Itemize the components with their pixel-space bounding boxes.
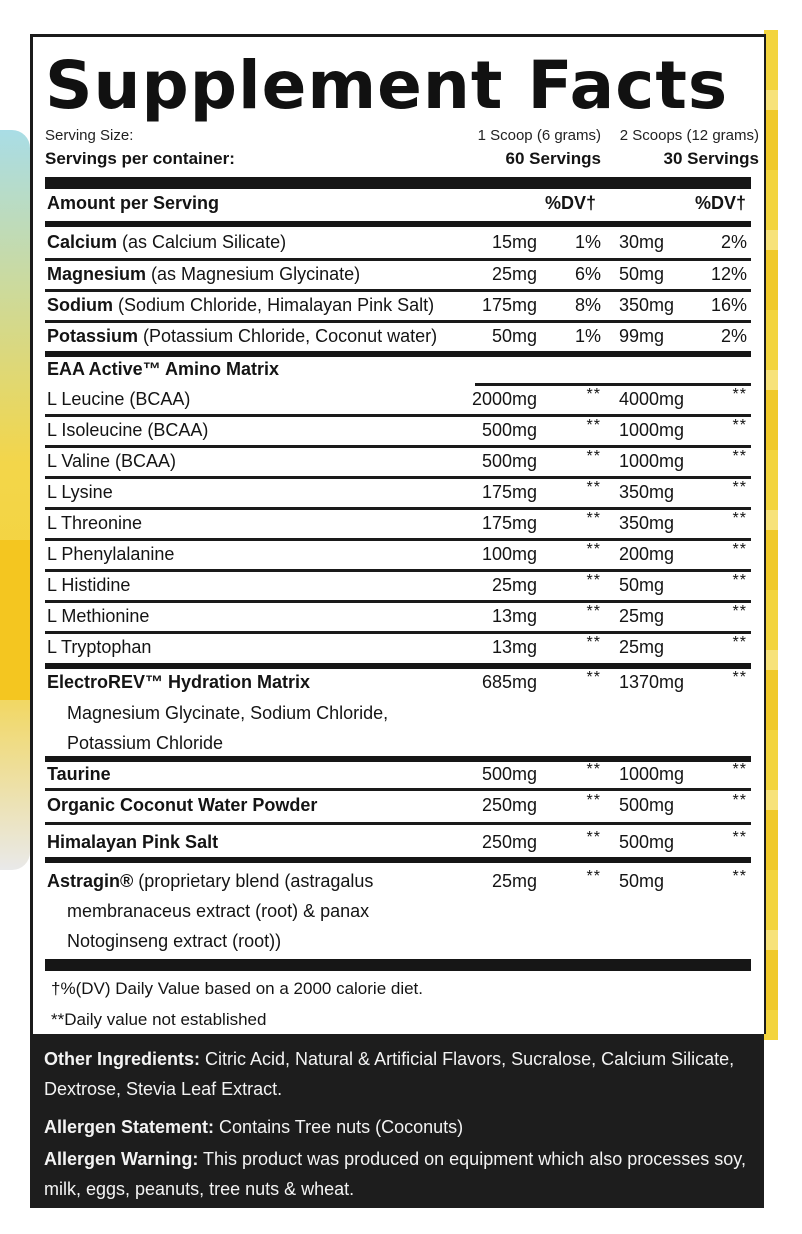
dv-col1: ** [586,634,601,651]
dv-header-col1: %DV† [545,193,597,213]
allergen-warning-text: This product was produced on equipment which also processes soy, milk, eggs, peanuts, tree nuts & wheat. [44,1149,746,1199]
amount-col1: 500mg [481,420,537,440]
dv-col2: ** [732,792,747,809]
footnote-not-established: **Daily value not established [51,1010,267,1029]
amount-col2: 50mg [619,871,665,891]
servings-col1: 60 Servings [505,149,601,168]
dv-col1: 1% [574,326,601,346]
dv-col2: 2% [720,326,747,346]
dv-col1: ** [586,479,601,496]
dv-col1: ** [586,669,601,686]
astragin-detail-line2: Notoginseng extract (root)) [67,931,282,951]
amount-col1: 685mg [481,672,537,692]
amount-col2: 1000mg [619,764,685,784]
dv-col2: ** [732,761,747,778]
dv-col2: ** [732,572,747,589]
amount-col2: 1000mg [619,420,685,440]
allergen-statement [44,1112,754,1142]
ingredients-allergen-panel [30,1034,764,1208]
other-ingredients [44,1044,754,1104]
dv-col2: 2% [720,232,747,252]
amount-col1: 13mg [491,637,537,657]
amount-col2: 500mg [619,795,675,815]
amount-col2: 50mg [619,264,665,284]
divider-thick [45,177,751,189]
divider-mid [45,857,751,863]
ingredient-row-astragin [45,866,751,897]
blend-name: ElectroREV™ Hydration Matrix [47,672,311,692]
dv-col1: ** [586,603,601,620]
dv-col1: ** [586,572,601,589]
amino-name: L Lysine [47,482,113,502]
dv-col2: ** [732,868,747,885]
amount-col2: 350mg [619,513,675,533]
electrorev-row [45,667,751,698]
amount-col1: 13mg [491,606,537,626]
amount-col1: 100mg [481,544,537,564]
amount-col2: 350mg [619,295,675,315]
dv-header-col2: %DV† [695,193,747,213]
dv-col1: ** [586,868,601,885]
amount-col1: 25mg [491,575,537,595]
allergen-statement-text: Contains Tree nuts (Coconuts) [214,1117,464,1137]
ingredient-name: Organic Coconut Water Powder [47,795,318,815]
nutrient-name: Potassium [47,326,139,346]
amount-col2: 200mg [619,544,675,564]
dv-col2: ** [732,829,747,846]
amount-col2: 1370mg [619,672,685,692]
ingredient-detail: (proprietary blend (astragalus [133,871,374,891]
electrorev-ingredients-line1: Magnesium Glycinate, Sodium Chloride, [67,703,389,723]
dv-col1: 1% [574,232,601,252]
nutrient-name: Magnesium [47,264,147,284]
serving-size-col2: 2 Scoops (12 grams) [619,127,759,144]
amount-per-serving-label: Amount per Serving [47,193,220,213]
amount-col1: 25mg [491,264,537,284]
amino-name: L Methionine [47,606,150,626]
amount-col1: 250mg [481,795,537,815]
dv-col1: 8% [574,295,601,315]
nutrient-row-magnesium [45,259,751,290]
amount-col1: 25mg [491,871,537,891]
row-divider [45,822,751,825]
amino-name: L Histidine [47,575,131,595]
electrorev-ingredients-line2: Potassium Chloride [67,733,224,753]
amino-row-lysine [45,477,751,508]
amount-col2: 25mg [619,606,665,626]
servings-per-container-label: Servings per container: [45,149,235,168]
allergen-warning-label: Allergen Warning: [44,1149,199,1169]
dv-col1: ** [586,510,601,527]
amount-col1: 175mg [481,295,537,315]
serving-size-row [45,127,759,149]
amount-col2: 500mg [619,832,675,852]
amino-row-isoleucine [45,415,751,446]
amount-col2: 50mg [619,575,665,595]
divider-mid [45,351,751,357]
amount-col1: 2000mg [471,389,537,409]
supplement-facts-panel [30,34,766,1034]
amino-row-methionine [45,601,751,632]
ingredient-row-pink-salt [45,827,751,858]
amount-col1: 250mg [481,832,537,852]
product-edge-left [0,130,30,870]
dv-col1: ** [586,829,601,846]
ingredient-name: Himalayan Pink Salt [47,832,219,852]
dv-col2: ** [732,479,747,496]
other-ingredients-text: Citric Acid, Natural & Artificial Flavors, Sucralose, Calcium Silicate, Dextrose, Stevia Leaf Extract. [44,1049,735,1099]
ingredient-row-coconut-water [45,790,751,821]
amino-name: L Phenylalanine [47,544,175,564]
dv-col1: ** [586,541,601,558]
astragin-detail-line1: membranaceus extract (root) & panax [67,901,370,921]
nutrient-row-calcium [45,227,751,258]
amino-row-leucine [45,384,751,415]
dv-col1: ** [586,417,601,434]
panel-title: Supplement Facts [45,47,729,124]
product-band-left [0,540,30,700]
dv-col2: 16% [710,295,747,315]
allergen-statement-label: Allergen Statement: [44,1117,215,1137]
amount-col2: 4000mg [619,389,685,409]
dv-col2: ** [732,603,747,620]
nutrient-name: Calcium [47,232,118,252]
amino-name: L Threonine [47,513,143,533]
dv-col2: ** [732,417,747,434]
serving-size-col1: 1 Scoop (6 grams) [477,127,601,144]
servings-per-container-row [45,149,759,171]
other-ingredients-label: Other Ingredients: [44,1049,201,1069]
amino-name: L Leucine (BCAA) [47,389,191,409]
dv-col2: ** [732,386,747,403]
amino-name: L Tryptophan [47,637,152,657]
dv-col1: 6% [574,264,601,284]
amount-col2: 99mg [619,326,665,346]
nutrient-row-potassium [45,321,751,352]
divider-thick [45,959,751,971]
amino-row-threonine [45,508,751,539]
nutrient-row-sodium [45,290,751,321]
ingredient-row-taurine [45,759,751,790]
dv-col2: ** [732,541,747,558]
dv-col2: 12% [710,264,747,284]
dv-col2: ** [732,669,747,686]
amount-col2: 1000mg [619,451,685,471]
dv-col1: ** [586,386,601,403]
amount-col2: 350mg [619,482,675,502]
dv-col2: ** [732,510,747,527]
nutrient-detail: (as Calcium Silicate) [117,232,287,252]
amino-name: L Isoleucine (BCAA) [47,420,209,440]
nutrient-name: Sodium [47,295,113,315]
amount-col2: 25mg [619,637,665,657]
nutrient-detail: (Potassium Chloride, Coconut water) [138,326,438,346]
allergen-warning [44,1144,754,1204]
amount-col2: 30mg [619,232,665,252]
dv-col2: ** [732,448,747,465]
dv-col1: ** [586,448,601,465]
amino-row-tryptophan [45,632,751,663]
ingredient-name: Astragin® [47,871,134,891]
dv-col1: ** [586,761,601,778]
amino-row-valine [45,446,751,477]
footnote-daily-value: †%(DV) Daily Value based on a 2000 calorie diet. [51,979,424,998]
nutrient-detail: (as Magnesium Glycinate) [146,264,361,284]
nutrient-detail: (Sodium Chloride, Himalayan Pink Salt) [113,295,435,315]
amount-col1: 500mg [481,451,537,471]
dv-col2: ** [732,634,747,651]
amount-col1: 175mg [481,513,537,533]
eaa-matrix-heading: EAA Active™ Amino Matrix [47,359,280,379]
amount-col1: 175mg [481,482,537,502]
amount-col1: 15mg [491,232,537,252]
dv-col1: ** [586,792,601,809]
amino-row-phenylalanine [45,539,751,570]
column-header [45,193,751,217]
ingredient-name: Taurine [47,764,111,784]
product-edge-right [764,30,778,1040]
serving-size-label: Serving Size: [45,127,134,144]
amino-row-histidine [45,570,751,601]
amino-name: L Valine (BCAA) [47,451,177,471]
servings-col2: 30 Servings [663,149,759,168]
amount-col1: 500mg [481,764,537,784]
amount-col1: 50mg [491,326,537,346]
